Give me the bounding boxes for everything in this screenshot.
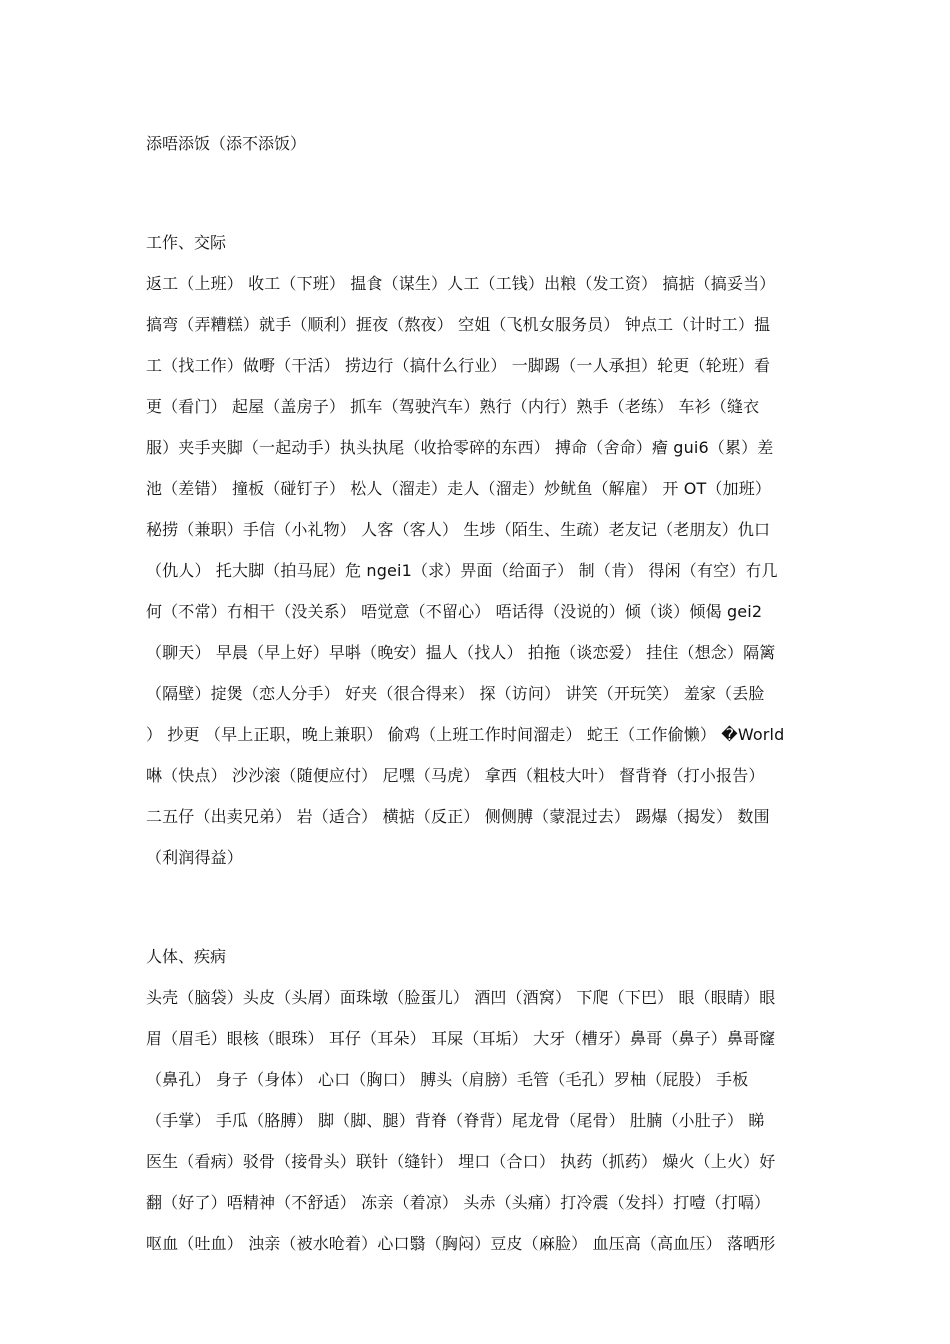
text-line: （隔壁）掟煲（恋人分手） 好夹（很合得来） 探（访问） 讲笑（开玩笑） 羞家（丢脸 xyxy=(146,684,765,703)
text-line: （手掌） 手瓜（胳膊） 脚（脚、腿）背脊（脊背）尾龙骨（尾骨） 肚腩（小肚子） 睇 xyxy=(146,1111,765,1130)
text-line: 搞弯（弄糟糕）就手（顺利）捱夜（熬夜） 空姐（飞机女服务员） 钟点工（计时工）揾 xyxy=(146,315,771,334)
section-heading: 人体、疾病 xyxy=(146,947,227,966)
text-line: 翻（好了）唔精神（不舒适） 冻亲（着凉） 头赤（头痛）打冷震（发抖）打噎（打嗝） xyxy=(146,1193,771,1212)
text-line: 医生（看病）驳骨（接骨头）联针（缝针） 埋口（合口） 执药（抓药） 燥火（上火）好 xyxy=(146,1152,776,1171)
text-line: （仇人） 托大脚（拍马屁）危 ngei1（求）畀面（给面子） 制（肯） 得闲（有空）冇几 xyxy=(146,561,778,580)
paragraph-gap xyxy=(146,164,810,222)
text-line: 二五仔（出卖兄弟） 岩（适合） 横掂（反正） 侧侧膊（蒙混过去） 踢爆（揭发） 数围 xyxy=(146,807,770,826)
text-line: 服）夹手夹脚（一起动手）执头执尾（收拾零碎的东西） 搏命（舍命）癐 gui6（累）差 xyxy=(146,438,774,457)
text-line: 眉（眉毛）眼核（眼珠） 耳仔（耳朵） 耳屎（耳垢） 大牙（槽牙）鼻哥（鼻子）鼻哥窿 xyxy=(146,1029,776,1048)
paragraph-gap xyxy=(146,878,810,936)
text-line: 啉（快点） 沙沙滚（随便应付） 尼嘿（马虎） 拿西（粗枝大叶） 督背脊（打小报告） xyxy=(146,766,765,785)
text-line: （聊天） 早晨（早上好）早唞（晚安）揾人（找人） 拍拖（谈恋爱） 挂住（想念）隔篱 xyxy=(146,643,776,662)
section-heading: 工作、交际 xyxy=(146,233,227,252)
text-line: 返工（上班） 收工（下班） 揾食（谋生）人工（工钱）出粮（发工资） 搞掂（搞妥当） xyxy=(146,274,776,293)
text-line: 池（差错） 撞板（碰钉子） 松人（溜走）走人（溜走）炒鱿鱼（解雇） 开 OT（加班） xyxy=(146,479,772,498)
text-line: （鼻孔） 身子（身体） 心口（胸口） 膊头（肩膀）毛管（毛孔）罗柚（屁股） 手板 xyxy=(146,1070,749,1089)
text-line: 何（不常）冇相干（没关系） 唔觉意（不留心） 唔话得（没说的）倾（谈）倾偈 gei2 xyxy=(146,602,763,621)
text-line: 秘捞（兼职）手信（小礼物） 人客（客人） 生埗（陌生、生疏）老友记（老朋友）仇口 xyxy=(146,520,771,539)
text-line: 工（找工作）做嘢（干活） 捞边行（搞什么行业） 一脚踢（一人承担）轮更（轮班）看 xyxy=(146,356,771,375)
text-line: 呕血（吐血） 浊亲（被水呛着）心口翳（胸闷）豆皮（麻脸） 血压高（高血压） 落晒形 xyxy=(146,1234,776,1253)
text-line: 头壳（脑袋）头皮（头屑）面珠墩（脸蛋儿） 酒凹（酒窝） 下爬（下巴） 眼（眼睛）眼 xyxy=(146,988,776,1007)
text-line: 更（看门） 起屋（盖房子） 抓车（驾驶汽车）熟行（内行）熟手（老练） 车衫（缝衣 xyxy=(146,397,760,416)
text-line: ） 抄更 （早上正职，晚上兼职） 偷鸡（上班工作时间溜走） 蛇王（工作偷懒） �World xyxy=(146,725,785,744)
intro-line: 添唔添饭（添不添饭） xyxy=(146,134,307,153)
section-body-illness xyxy=(146,936,810,1264)
document-body xyxy=(146,123,810,1264)
section-work-social xyxy=(146,222,810,878)
text-line: （利润得益） xyxy=(146,848,243,867)
